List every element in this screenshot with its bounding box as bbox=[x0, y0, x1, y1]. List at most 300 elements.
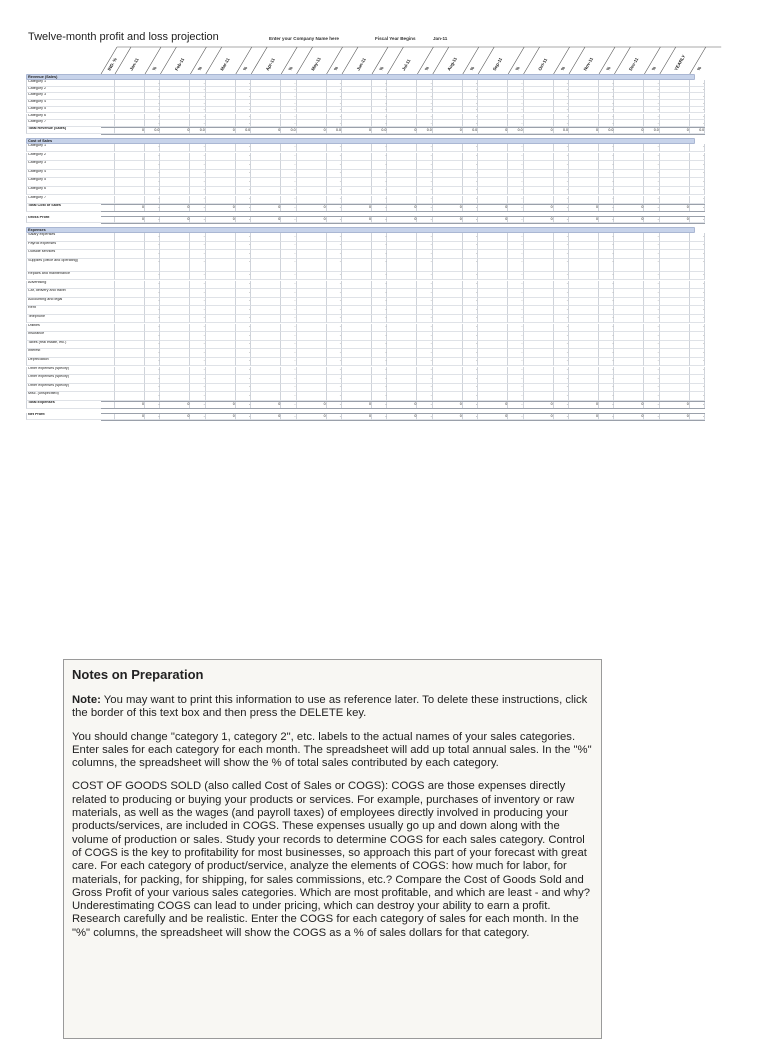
grid-cell[interactable] bbox=[387, 289, 417, 298]
grid-cell[interactable] bbox=[433, 80, 463, 87]
grid-cell[interactable] bbox=[614, 144, 644, 153]
grid-cell[interactable] bbox=[478, 100, 508, 107]
grid-cell[interactable] bbox=[387, 358, 417, 367]
grid-cell[interactable] bbox=[569, 349, 599, 358]
grid-cell[interactable] bbox=[478, 367, 508, 376]
grid-cell[interactable] bbox=[433, 298, 463, 307]
grid-cell[interactable] bbox=[206, 250, 236, 259]
grid-cell[interactable] bbox=[251, 80, 281, 87]
grid-cell[interactable] bbox=[660, 196, 690, 205]
grid-cell[interactable] bbox=[115, 170, 145, 179]
grid-cell[interactable] bbox=[206, 272, 236, 281]
grid-cell[interactable] bbox=[387, 233, 417, 242]
grid-cell[interactable] bbox=[660, 324, 690, 333]
grid-cell[interactable] bbox=[251, 349, 281, 358]
grid-cell[interactable] bbox=[433, 170, 463, 179]
grid-cell[interactable] bbox=[251, 332, 281, 341]
grid-cell[interactable] bbox=[297, 324, 327, 333]
grid-cell[interactable] bbox=[569, 161, 599, 170]
grid-cell[interactable] bbox=[342, 80, 372, 87]
grid-cell[interactable] bbox=[387, 93, 417, 100]
grid-cell[interactable] bbox=[115, 250, 145, 259]
grid-cell[interactable] bbox=[160, 120, 190, 127]
grid-cell[interactable] bbox=[569, 178, 599, 187]
grid-cell[interactable] bbox=[160, 100, 190, 107]
grid-cell[interactable] bbox=[115, 259, 145, 272]
grid-cell[interactable] bbox=[660, 384, 690, 393]
grid-cell[interactable] bbox=[524, 107, 554, 114]
grid-cell[interactable] bbox=[614, 233, 644, 242]
grid-cell[interactable] bbox=[206, 367, 236, 376]
notes-text-box[interactable] bbox=[63, 659, 602, 1039]
grid-cell[interactable] bbox=[101, 281, 115, 290]
grid-cell[interactable] bbox=[101, 272, 115, 281]
grid-cell[interactable] bbox=[433, 341, 463, 350]
grid-cell[interactable] bbox=[251, 341, 281, 350]
grid-cell[interactable] bbox=[524, 93, 554, 100]
grid-cell[interactable] bbox=[297, 187, 327, 196]
grid-cell[interactable] bbox=[524, 120, 554, 127]
grid-cell[interactable] bbox=[524, 332, 554, 341]
grid-cell[interactable] bbox=[160, 281, 190, 290]
grid-cell[interactable] bbox=[206, 341, 236, 350]
grid-cell[interactable] bbox=[524, 358, 554, 367]
grid-cell[interactable] bbox=[342, 281, 372, 290]
grid-cell[interactable] bbox=[206, 233, 236, 242]
grid-cell[interactable] bbox=[115, 315, 145, 324]
grid-cell[interactable] bbox=[478, 93, 508, 100]
grid-cell[interactable] bbox=[342, 187, 372, 196]
grid-cell[interactable] bbox=[206, 324, 236, 333]
grid-cell[interactable] bbox=[614, 242, 644, 251]
grid-cell[interactable] bbox=[101, 170, 115, 179]
grid-cell[interactable] bbox=[478, 358, 508, 367]
grid-cell[interactable] bbox=[660, 161, 690, 170]
grid-cell[interactable] bbox=[524, 161, 554, 170]
grid-cell[interactable] bbox=[614, 315, 644, 324]
grid-cell[interactable] bbox=[433, 272, 463, 281]
grid-cell[interactable] bbox=[478, 289, 508, 298]
grid-cell[interactable] bbox=[206, 80, 236, 87]
grid-cell[interactable] bbox=[569, 324, 599, 333]
grid-cell[interactable] bbox=[478, 375, 508, 384]
grid-cell[interactable] bbox=[614, 187, 644, 196]
grid-cell[interactable] bbox=[387, 87, 417, 94]
grid-cell[interactable] bbox=[614, 324, 644, 333]
grid-cell[interactable] bbox=[101, 259, 115, 272]
grid-cell[interactable] bbox=[660, 233, 690, 242]
grid-cell[interactable] bbox=[251, 259, 281, 272]
grid-cell[interactable] bbox=[524, 289, 554, 298]
grid-cell[interactable] bbox=[206, 100, 236, 107]
grid-cell[interactable] bbox=[206, 315, 236, 324]
grid-cell[interactable] bbox=[206, 242, 236, 251]
grid-cell[interactable] bbox=[101, 178, 115, 187]
grid-cell[interactable] bbox=[251, 324, 281, 333]
grid-cell[interactable] bbox=[101, 114, 115, 121]
grid-cell[interactable] bbox=[569, 100, 599, 107]
grid-cell[interactable] bbox=[478, 153, 508, 162]
grid-cell[interactable] bbox=[206, 114, 236, 121]
grid-cell[interactable] bbox=[614, 80, 644, 87]
grid-cell[interactable] bbox=[101, 233, 115, 242]
grid-cell[interactable] bbox=[206, 358, 236, 367]
grid-cell[interactable] bbox=[524, 384, 554, 393]
grid-cell[interactable] bbox=[569, 392, 599, 401]
grid-cell[interactable] bbox=[478, 161, 508, 170]
grid-cell[interactable] bbox=[297, 315, 327, 324]
grid-cell[interactable] bbox=[387, 153, 417, 162]
grid-cell[interactable] bbox=[524, 178, 554, 187]
grid-cell[interactable] bbox=[433, 315, 463, 324]
grid-cell[interactable] bbox=[569, 367, 599, 376]
grid-cell[interactable] bbox=[387, 315, 417, 324]
grid-cell[interactable] bbox=[160, 178, 190, 187]
grid-cell[interactable] bbox=[206, 120, 236, 127]
grid-cell[interactable] bbox=[342, 315, 372, 324]
grid-cell[interactable] bbox=[251, 272, 281, 281]
grid-cell[interactable] bbox=[206, 392, 236, 401]
grid-cell[interactable] bbox=[160, 349, 190, 358]
grid-cell[interactable] bbox=[342, 272, 372, 281]
grid-cell[interactable] bbox=[251, 178, 281, 187]
grid-cell[interactable] bbox=[387, 144, 417, 153]
grid-cell[interactable] bbox=[614, 341, 644, 350]
grid-cell[interactable] bbox=[660, 153, 690, 162]
grid-cell[interactable] bbox=[206, 349, 236, 358]
grid-cell[interactable] bbox=[206, 161, 236, 170]
grid-cell[interactable] bbox=[342, 233, 372, 242]
grid-cell[interactable] bbox=[101, 367, 115, 376]
grid-cell[interactable] bbox=[115, 384, 145, 393]
grid-cell[interactable] bbox=[433, 107, 463, 114]
grid-cell[interactable] bbox=[569, 242, 599, 251]
grid-cell[interactable] bbox=[614, 349, 644, 358]
grid-cell[interactable] bbox=[524, 170, 554, 179]
grid-cell[interactable] bbox=[160, 153, 190, 162]
grid-cell[interactable] bbox=[115, 107, 145, 114]
grid-cell[interactable] bbox=[524, 272, 554, 281]
grid-cell[interactable] bbox=[660, 259, 690, 272]
grid-cell[interactable] bbox=[251, 358, 281, 367]
grid-cell[interactable] bbox=[569, 250, 599, 259]
grid-cell[interactable] bbox=[342, 375, 372, 384]
grid-cell[interactable] bbox=[569, 315, 599, 324]
grid-cell[interactable] bbox=[569, 375, 599, 384]
grid-cell[interactable] bbox=[478, 272, 508, 281]
grid-cell[interactable] bbox=[160, 358, 190, 367]
grid-cell[interactable] bbox=[569, 107, 599, 114]
grid-cell[interactable] bbox=[387, 80, 417, 87]
grid-cell[interactable] bbox=[251, 306, 281, 315]
grid-cell[interactable] bbox=[297, 392, 327, 401]
grid-cell[interactable] bbox=[660, 100, 690, 107]
grid-cell[interactable] bbox=[433, 242, 463, 251]
grid-cell[interactable] bbox=[433, 187, 463, 196]
grid-cell[interactable] bbox=[115, 80, 145, 87]
grid-cell[interactable] bbox=[478, 384, 508, 393]
grid-cell[interactable] bbox=[206, 375, 236, 384]
grid-cell[interactable] bbox=[433, 250, 463, 259]
grid-cell[interactable] bbox=[115, 242, 145, 251]
grid-cell[interactable] bbox=[614, 272, 644, 281]
grid-cell[interactable] bbox=[660, 375, 690, 384]
grid-cell[interactable] bbox=[342, 100, 372, 107]
grid-cell[interactable] bbox=[614, 259, 644, 272]
grid-cell[interactable] bbox=[387, 272, 417, 281]
grid-cell[interactable] bbox=[251, 281, 281, 290]
grid-cell[interactable] bbox=[297, 358, 327, 367]
grid-cell[interactable] bbox=[387, 281, 417, 290]
grid-cell[interactable] bbox=[433, 281, 463, 290]
grid-cell[interactable] bbox=[115, 120, 145, 127]
grid-cell[interactable] bbox=[206, 93, 236, 100]
grid-cell[interactable] bbox=[478, 114, 508, 121]
grid-cell[interactable] bbox=[387, 170, 417, 179]
grid-cell[interactable] bbox=[387, 384, 417, 393]
grid-cell[interactable] bbox=[387, 324, 417, 333]
grid-cell[interactable] bbox=[160, 392, 190, 401]
grid-cell[interactable] bbox=[524, 259, 554, 272]
grid-cell[interactable] bbox=[160, 341, 190, 350]
grid-cell[interactable] bbox=[115, 114, 145, 121]
grid-cell[interactable] bbox=[342, 306, 372, 315]
grid-cell[interactable] bbox=[660, 250, 690, 259]
grid-cell[interactable] bbox=[342, 324, 372, 333]
grid-cell[interactable] bbox=[297, 87, 327, 94]
grid-cell[interactable] bbox=[342, 242, 372, 251]
grid-cell[interactable] bbox=[206, 384, 236, 393]
grid-cell[interactable] bbox=[160, 93, 190, 100]
grid-cell[interactable] bbox=[251, 367, 281, 376]
grid-cell[interactable] bbox=[342, 120, 372, 127]
grid-cell[interactable] bbox=[251, 250, 281, 259]
grid-cell[interactable] bbox=[387, 306, 417, 315]
grid-cell[interactable] bbox=[433, 349, 463, 358]
grid-cell[interactable] bbox=[524, 315, 554, 324]
grid-cell[interactable] bbox=[115, 87, 145, 94]
grid-cell[interactable] bbox=[478, 315, 508, 324]
grid-cell[interactable] bbox=[660, 120, 690, 127]
grid-cell[interactable] bbox=[115, 93, 145, 100]
grid-cell[interactable] bbox=[297, 332, 327, 341]
grid-cell[interactable] bbox=[101, 298, 115, 307]
grid-cell[interactable] bbox=[115, 272, 145, 281]
grid-cell[interactable] bbox=[524, 367, 554, 376]
grid-cell[interactable] bbox=[660, 289, 690, 298]
grid-cell[interactable] bbox=[660, 341, 690, 350]
grid-cell[interactable] bbox=[478, 250, 508, 259]
grid-cell[interactable] bbox=[387, 367, 417, 376]
grid-cell[interactable] bbox=[387, 196, 417, 205]
grid-cell[interactable] bbox=[524, 144, 554, 153]
grid-cell[interactable] bbox=[160, 324, 190, 333]
grid-cell[interactable] bbox=[206, 178, 236, 187]
grid-cell[interactable] bbox=[660, 178, 690, 187]
grid-cell[interactable] bbox=[524, 392, 554, 401]
grid-cell[interactable] bbox=[433, 144, 463, 153]
grid-cell[interactable] bbox=[660, 242, 690, 251]
grid-cell[interactable] bbox=[433, 259, 463, 272]
grid-cell[interactable] bbox=[433, 114, 463, 121]
grid-cell[interactable] bbox=[524, 375, 554, 384]
grid-cell[interactable] bbox=[524, 349, 554, 358]
grid-cell[interactable] bbox=[101, 315, 115, 324]
grid-cell[interactable] bbox=[660, 80, 690, 87]
grid-cell[interactable] bbox=[101, 341, 115, 350]
grid-cell[interactable] bbox=[101, 107, 115, 114]
grid-cell[interactable] bbox=[342, 367, 372, 376]
grid-cell[interactable] bbox=[433, 196, 463, 205]
grid-cell[interactable] bbox=[569, 153, 599, 162]
grid-cell[interactable] bbox=[342, 332, 372, 341]
grid-cell[interactable] bbox=[160, 367, 190, 376]
grid-cell[interactable] bbox=[524, 250, 554, 259]
grid-cell[interactable] bbox=[614, 170, 644, 179]
grid-cell[interactable] bbox=[433, 375, 463, 384]
grid-cell[interactable] bbox=[433, 332, 463, 341]
grid-cell[interactable] bbox=[160, 289, 190, 298]
grid-cell[interactable] bbox=[160, 332, 190, 341]
grid-cell[interactable] bbox=[115, 161, 145, 170]
grid-cell[interactable] bbox=[524, 114, 554, 121]
grid-cell[interactable] bbox=[569, 144, 599, 153]
grid-cell[interactable] bbox=[101, 87, 115, 94]
fiscal-year-value[interactable]: Jan-11 bbox=[433, 36, 448, 41]
grid-cell[interactable] bbox=[342, 170, 372, 179]
grid-cell[interactable] bbox=[101, 392, 115, 401]
grid-cell[interactable] bbox=[614, 306, 644, 315]
grid-cell[interactable] bbox=[478, 341, 508, 350]
grid-cell[interactable] bbox=[569, 259, 599, 272]
grid-cell[interactable] bbox=[342, 341, 372, 350]
grid-cell[interactable] bbox=[251, 161, 281, 170]
grid-cell[interactable] bbox=[433, 367, 463, 376]
grid-cell[interactable] bbox=[251, 153, 281, 162]
grid-cell[interactable] bbox=[524, 153, 554, 162]
grid-cell[interactable] bbox=[115, 100, 145, 107]
grid-cell[interactable] bbox=[115, 289, 145, 298]
grid-cell[interactable] bbox=[569, 114, 599, 121]
grid-cell[interactable] bbox=[342, 196, 372, 205]
grid-cell[interactable] bbox=[160, 187, 190, 196]
grid-cell[interactable] bbox=[342, 93, 372, 100]
grid-cell[interactable] bbox=[614, 392, 644, 401]
grid-cell[interactable] bbox=[160, 161, 190, 170]
grid-cell[interactable] bbox=[660, 392, 690, 401]
grid-cell[interactable] bbox=[115, 341, 145, 350]
grid-cell[interactable] bbox=[115, 281, 145, 290]
grid-cell[interactable] bbox=[387, 349, 417, 358]
grid-cell[interactable] bbox=[569, 289, 599, 298]
grid-cell[interactable] bbox=[433, 178, 463, 187]
grid-cell[interactable] bbox=[433, 93, 463, 100]
grid-cell[interactable] bbox=[206, 187, 236, 196]
grid-cell[interactable] bbox=[251, 170, 281, 179]
grid-cell[interactable] bbox=[614, 250, 644, 259]
grid-cell[interactable] bbox=[342, 384, 372, 393]
grid-cell[interactable] bbox=[433, 87, 463, 94]
grid-cell[interactable] bbox=[660, 332, 690, 341]
grid-cell[interactable] bbox=[614, 87, 644, 94]
grid-cell[interactable] bbox=[297, 107, 327, 114]
grid-cell[interactable] bbox=[206, 306, 236, 315]
grid-cell[interactable] bbox=[387, 187, 417, 196]
grid-cell[interactable] bbox=[660, 170, 690, 179]
grid-cell[interactable] bbox=[614, 289, 644, 298]
grid-cell[interactable] bbox=[524, 324, 554, 333]
grid-cell[interactable] bbox=[569, 341, 599, 350]
grid-cell[interactable] bbox=[660, 187, 690, 196]
grid-cell[interactable] bbox=[478, 332, 508, 341]
grid-cell[interactable] bbox=[478, 187, 508, 196]
grid-cell[interactable] bbox=[614, 114, 644, 121]
grid-cell[interactable] bbox=[387, 242, 417, 251]
grid-cell[interactable] bbox=[387, 178, 417, 187]
grid-cell[interactable] bbox=[206, 144, 236, 153]
grid-cell[interactable] bbox=[297, 233, 327, 242]
grid-cell[interactable] bbox=[478, 259, 508, 272]
grid-cell[interactable] bbox=[160, 80, 190, 87]
grid-cell[interactable] bbox=[160, 306, 190, 315]
grid-cell[interactable] bbox=[614, 100, 644, 107]
grid-cell[interactable] bbox=[524, 233, 554, 242]
grid-cell[interactable] bbox=[614, 298, 644, 307]
grid-cell[interactable] bbox=[342, 392, 372, 401]
grid-cell[interactable] bbox=[387, 392, 417, 401]
grid-cell[interactable] bbox=[297, 161, 327, 170]
grid-cell[interactable] bbox=[115, 324, 145, 333]
grid-cell[interactable] bbox=[433, 306, 463, 315]
grid-cell[interactable] bbox=[297, 281, 327, 290]
grid-cell[interactable] bbox=[206, 107, 236, 114]
grid-cell[interactable] bbox=[478, 144, 508, 153]
grid-cell[interactable] bbox=[251, 107, 281, 114]
grid-cell[interactable] bbox=[569, 187, 599, 196]
grid-cell[interactable] bbox=[101, 100, 115, 107]
grid-cell[interactable] bbox=[478, 178, 508, 187]
grid-cell[interactable] bbox=[433, 233, 463, 242]
grid-cell[interactable] bbox=[660, 144, 690, 153]
grid-cell[interactable] bbox=[206, 281, 236, 290]
grid-cell[interactable] bbox=[115, 144, 145, 153]
grid-cell[interactable] bbox=[660, 281, 690, 290]
grid-cell[interactable] bbox=[101, 120, 115, 127]
grid-cell[interactable] bbox=[160, 315, 190, 324]
grid-cell[interactable] bbox=[297, 272, 327, 281]
grid-cell[interactable] bbox=[115, 233, 145, 242]
grid-cell[interactable] bbox=[342, 153, 372, 162]
grid-cell[interactable] bbox=[297, 120, 327, 127]
grid-cell[interactable] bbox=[478, 349, 508, 358]
grid-cell[interactable] bbox=[101, 358, 115, 367]
grid-cell[interactable] bbox=[342, 144, 372, 153]
grid-cell[interactable] bbox=[342, 161, 372, 170]
grid-cell[interactable] bbox=[387, 100, 417, 107]
grid-cell[interactable] bbox=[478, 392, 508, 401]
grid-cell[interactable] bbox=[251, 87, 281, 94]
grid-cell[interactable] bbox=[251, 298, 281, 307]
grid-cell[interactable] bbox=[569, 306, 599, 315]
grid-cell[interactable] bbox=[342, 259, 372, 272]
grid-cell[interactable] bbox=[101, 93, 115, 100]
grid-cell[interactable] bbox=[569, 93, 599, 100]
grid-cell[interactable] bbox=[614, 367, 644, 376]
grid-cell[interactable] bbox=[387, 298, 417, 307]
grid-cell[interactable] bbox=[160, 272, 190, 281]
grid-cell[interactable] bbox=[160, 233, 190, 242]
grid-cell[interactable] bbox=[115, 349, 145, 358]
